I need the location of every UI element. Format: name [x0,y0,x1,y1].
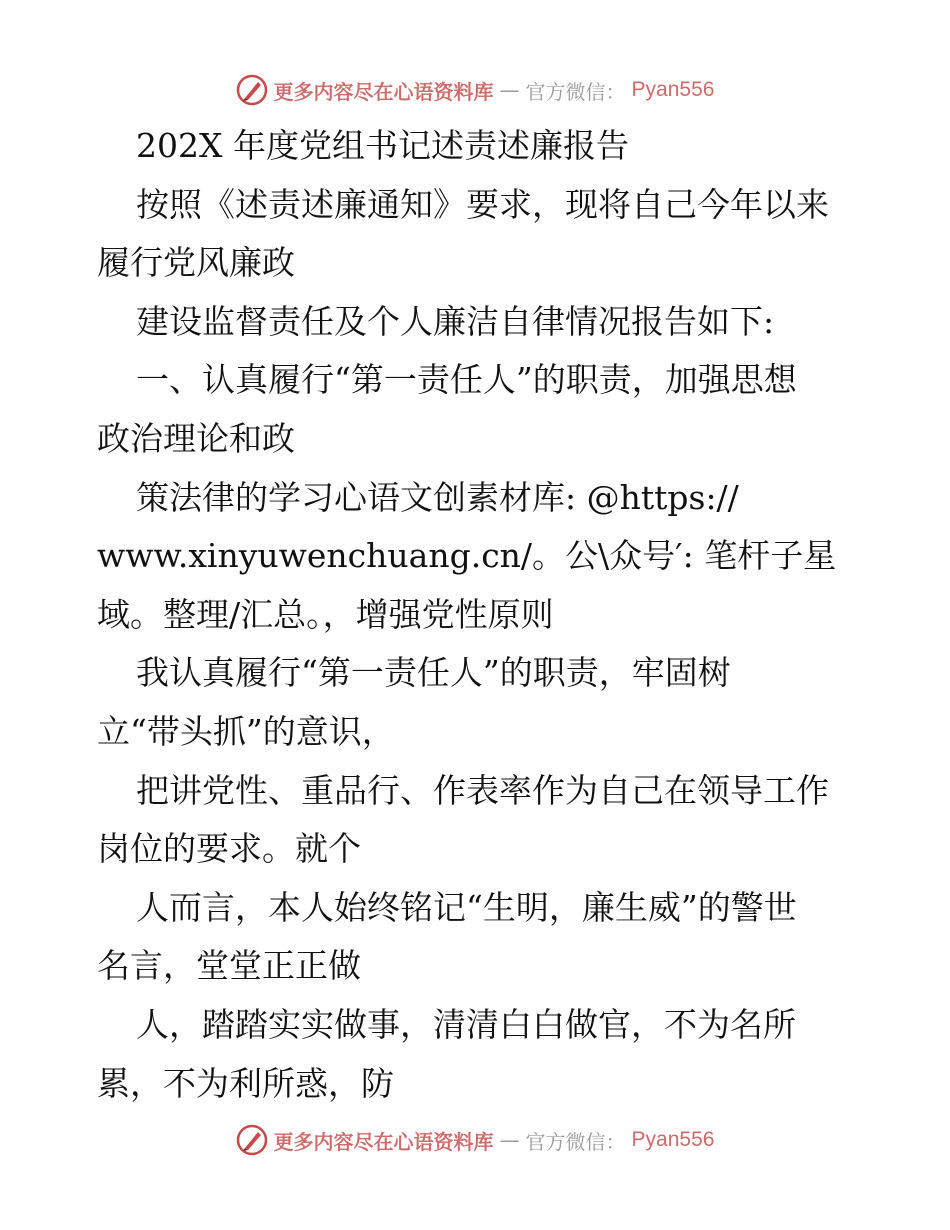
header-banner-inner [236,74,715,106]
document-line: 策法律的学习心语文创素材库: @https:// [136,477,739,517]
document-line: 立“带头抓”的意识， [97,711,395,751]
document-line: 把讲党性、重品行、作表率作为自己在领导工作 [136,770,829,810]
quill-pen-icon [236,74,268,106]
document-line: 名言，堂堂正正做 [97,946,361,986]
document-line: 履行党风廉政 [97,243,295,283]
document-line: 累，不为利所惑，防 [97,1063,394,1103]
banner-wechat-id: Pyan556 [631,1128,715,1151]
banner-official-label: 官方微信： [525,79,626,104]
document-body [97,117,857,1113]
document-line: 202X 年度党组书记述责述廉报告 [136,126,629,165]
banner-separator: — [499,78,520,102]
footer-banner-inner [236,1124,715,1156]
footer-banner [0,1120,950,1160]
document-line: 岗位的要求。就个 [97,829,361,869]
banner-slogan: 更多内容尽在心语资料库 [273,79,494,104]
quill-pen-icon [236,1124,268,1156]
banner-official-label: 官方微信： [525,1129,626,1154]
document-line: www.xinyuwenchuang.cn/。公\众号′: 笔杆子星 [97,536,837,576]
banner-wechat-id: Pyan556 [631,78,715,101]
banner-slogan: 更多内容尽在心语资料库 [273,1129,494,1154]
document-line: 人而言，本人始终铭记“生明，廉生威”的警世 [136,887,797,927]
document-line: 政治理论和政 [97,418,295,458]
document-line: 域。整理/汇总。，增强党性原则 [97,594,554,634]
banner-separator: — [499,1128,520,1152]
document-line: 我认真履行“第一责任人”的职责，牢固树 [136,653,731,693]
document-line: 建设监督责任及个人廉洁自律情况报告如下: [136,301,775,341]
document-line: 一、认真履行“第一责任人”的职责，加强思想 [136,360,797,400]
document-line: 按照《述责述廉通知》要求，现将自己今年以来 [136,184,829,224]
document-line: 人，踏踏实实做事，清清白白做官，不为名所 [136,1004,796,1044]
header-banner [0,70,950,110]
